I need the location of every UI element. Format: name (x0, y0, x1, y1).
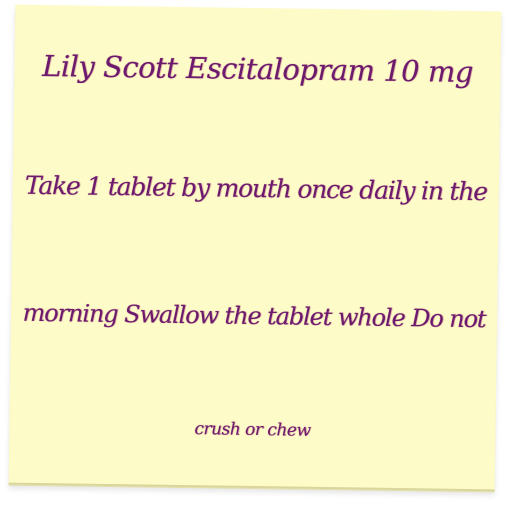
dosage-instructions-line: Take 1 tablet by mouth once daily in the (24, 170, 488, 207)
swallow-instructions-line: morning Swallow the tablet whole Do not (22, 298, 486, 334)
sticky-note (9, 5, 502, 492)
warning-line: crush or chew (194, 419, 311, 441)
patient-medication-line: Lily Scott Escitalopram 10 mg (41, 49, 474, 90)
